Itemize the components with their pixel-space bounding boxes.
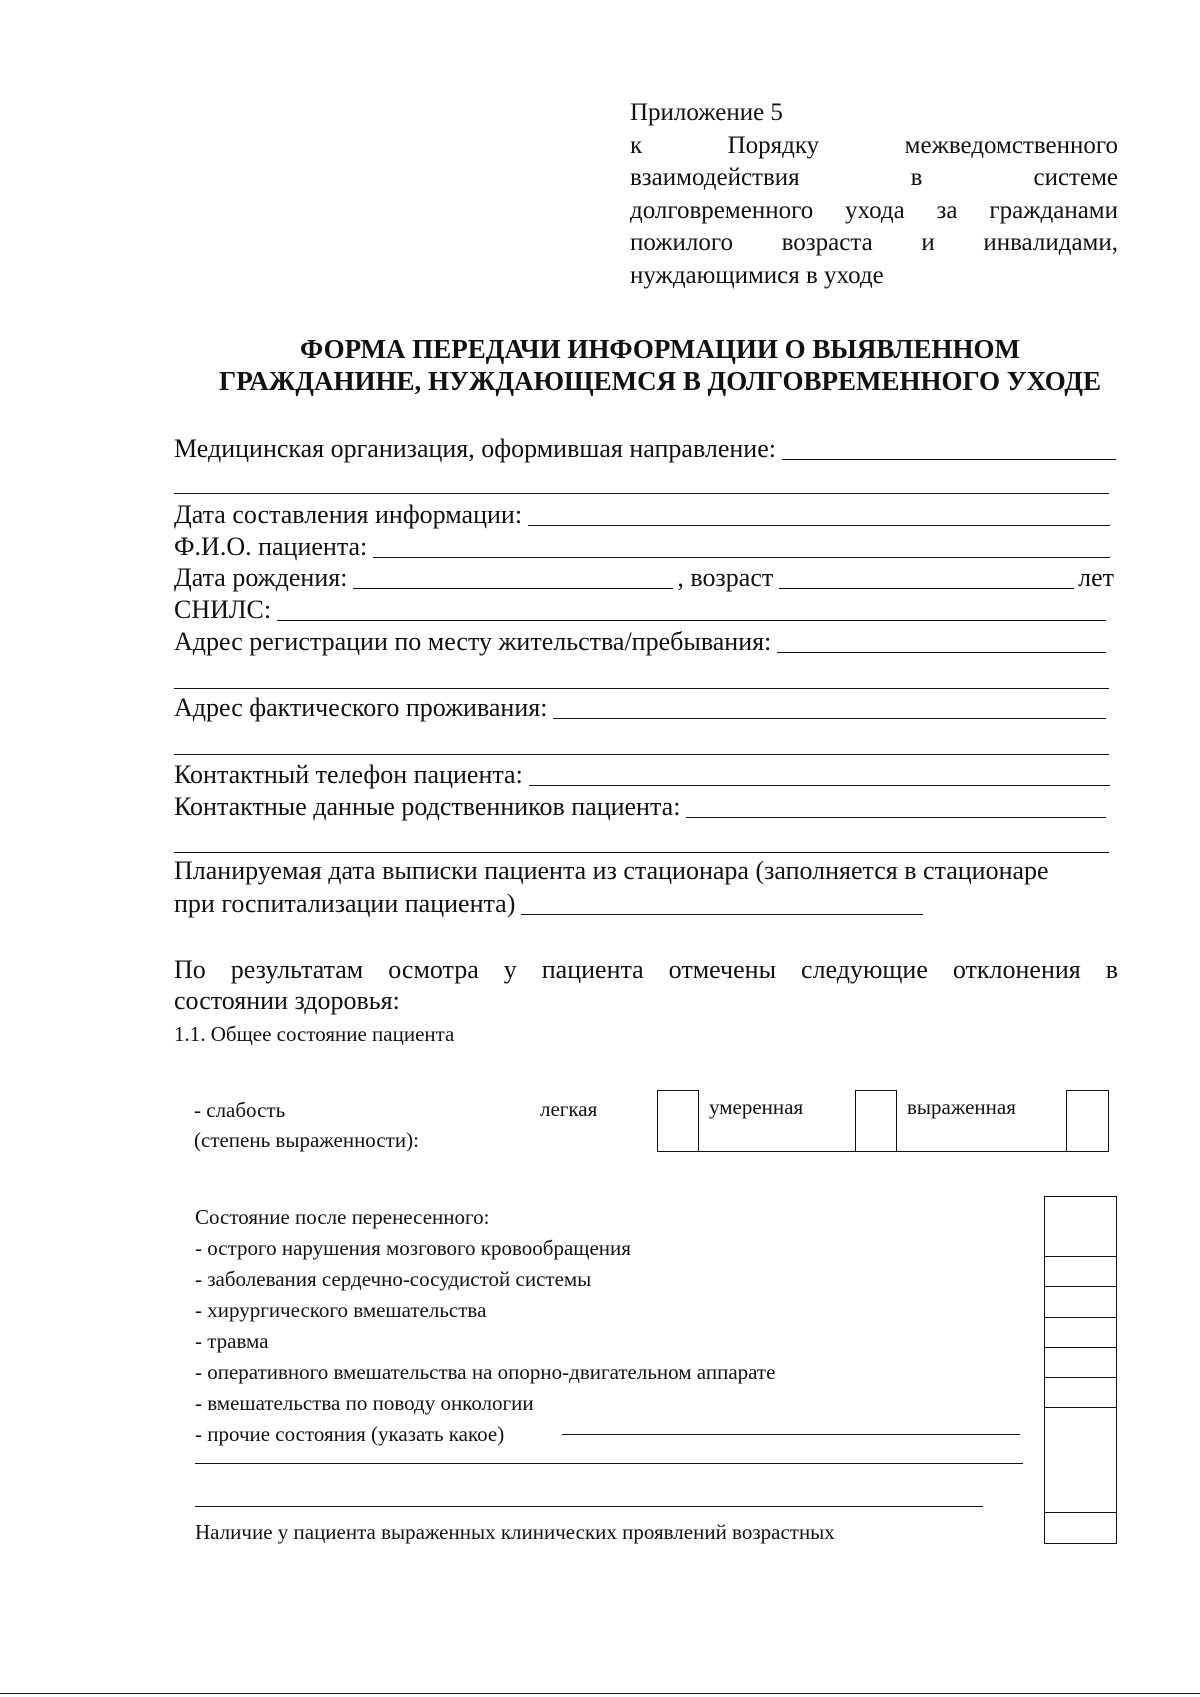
date-compiled-label: Дата составления информации: xyxy=(174,500,523,529)
condition-item: - прочие состояния (указать какое) xyxy=(195,1422,505,1446)
patient-name-row xyxy=(174,532,1114,562)
condition-item: - хирургического вмешательства xyxy=(195,1298,487,1322)
appendix-line: взаимодействия в системе xyxy=(630,164,1118,191)
appendix-block xyxy=(630,97,1118,292)
weakness-label-sub: (степень выраженности): xyxy=(194,1128,419,1152)
conditions-heading: Состояние после перенесенного: xyxy=(195,1205,490,1229)
clinical-manifestations-label: Наличие у пациента выраженных клинических проявлений возрастных xyxy=(195,1520,835,1544)
appendix-line: долговременного ухода за гражданами xyxy=(630,196,1118,224)
checkbox-divider xyxy=(1045,1347,1116,1348)
title-line: ГРАЖДАНИНЕ, НУЖДАЮЩЕМСЯ В ДОЛГОВРЕМЕННОГО УХОДЕ xyxy=(219,366,1101,396)
med-org-label: Медицинская организация, оформившая направление: xyxy=(174,434,776,463)
appendix-line: пожилого возраста и инвалидами, xyxy=(630,229,1118,256)
exam-intro-line: По результатам осмотра у пациента отмечены следующие отклонения в xyxy=(174,955,1118,984)
weakness-option-label: легкая xyxy=(540,1097,598,1121)
checkbox-divider xyxy=(1045,1377,1116,1378)
other-condition-field-continued[interactable] xyxy=(195,1506,983,1507)
other-condition-field-continued[interactable] xyxy=(195,1463,1023,1464)
other-condition-field[interactable] xyxy=(562,1434,1020,1435)
snils-label: СНИЛС: xyxy=(174,595,272,624)
birth-date-field[interactable] xyxy=(353,566,673,589)
patient-name-field[interactable] xyxy=(373,535,1110,558)
exam-intro-line: состоянии здоровья: xyxy=(174,986,400,1015)
appendix-line: нуждающимися в уходе xyxy=(630,261,884,289)
checkbox-divider xyxy=(1045,1317,1116,1318)
condition-item: - вмешательства по поводу онкологии xyxy=(195,1391,534,1415)
conditions-checkbox-column xyxy=(1044,1196,1117,1544)
snils-field[interactable] xyxy=(277,598,1106,621)
phone-label: Контактный телефон пациента: xyxy=(174,760,523,789)
patient-name-label: Ф.И.О. пациента: xyxy=(174,532,368,561)
appendix-line: Приложение 5 xyxy=(630,99,783,126)
snils-row xyxy=(174,595,1110,625)
page-bottom-edge xyxy=(0,1693,1200,1694)
checkbox-divider xyxy=(1045,1407,1116,1408)
weakness-moderate-checkbox[interactable] xyxy=(855,1090,897,1152)
form-title xyxy=(100,333,1200,397)
conditions-list xyxy=(195,1202,775,1450)
relatives-label: Контактные данные родственников пациента: xyxy=(174,792,681,821)
discharge-label-continued: при госпитализации пациента) xyxy=(174,889,516,918)
relatives-field[interactable] xyxy=(686,795,1106,818)
age-field[interactable] xyxy=(779,566,1074,589)
condition-item: - оперативного вмешательства на опорно-двигательном аппарате xyxy=(195,1360,776,1384)
weakness-severe-checkbox[interactable] xyxy=(1066,1090,1109,1152)
actual-address-row xyxy=(174,693,1110,723)
relatives-row xyxy=(174,792,1110,822)
condition-item: - заболевания сердечно-сосудистой системы xyxy=(195,1267,592,1291)
relatives-field-continued[interactable] xyxy=(174,852,1109,853)
date-compiled-field[interactable] xyxy=(528,503,1110,526)
title-line: ФОРМА ПЕРЕДАЧИ ИНФОРМАЦИИ О ВЫЯВЛЕННОМ xyxy=(300,334,1020,364)
condition-item: - острого нарушения мозгового кровообращения xyxy=(195,1236,631,1260)
weakness-label: - слабость xyxy=(194,1098,286,1122)
discharge-label: Планируемая дата выписки пациента из стационара (заполняется в стационаре xyxy=(174,856,1049,885)
checkbox-divider xyxy=(1045,1286,1116,1287)
phone-field[interactable] xyxy=(529,763,1110,786)
birth-date-label: Дата рождения: xyxy=(174,563,348,592)
checkbox-divider xyxy=(1045,1256,1116,1257)
checkbox-divider xyxy=(1045,1512,1116,1513)
reg-address-row xyxy=(174,627,1110,657)
weakness-option-label: умеренная xyxy=(709,1095,804,1119)
reg-address-label: Адрес регистрации по месту жительства/пребывания: xyxy=(174,627,772,656)
weakness-option-label: выраженная xyxy=(907,1095,1016,1119)
appendix-line: к Порядку межведомственного xyxy=(630,131,1118,159)
weakness-mild-checkbox[interactable] xyxy=(657,1090,699,1152)
actual-address-field-continued[interactable] xyxy=(174,754,1109,755)
date-compiled-row xyxy=(174,500,1114,530)
age-unit-label: лет xyxy=(1078,563,1114,592)
condition-item: - травма xyxy=(195,1329,269,1353)
discharge-row-1 xyxy=(174,856,1134,886)
med-org-field-continued[interactable] xyxy=(174,493,1109,494)
discharge-date-field[interactable] xyxy=(521,892,923,915)
actual-address-label: Адрес фактического проживания: xyxy=(174,693,548,722)
med-org-row xyxy=(174,434,1120,464)
reg-address-field[interactable] xyxy=(777,630,1106,653)
actual-address-field[interactable] xyxy=(553,696,1106,719)
med-org-field[interactable] xyxy=(782,437,1116,460)
age-label: , возраст xyxy=(677,563,774,592)
birth-date-row xyxy=(174,563,1114,593)
phone-row xyxy=(174,760,1114,790)
section-heading: 1.1. Общее состояние пациента xyxy=(174,1022,455,1046)
discharge-row-2 xyxy=(174,889,927,919)
exam-intro xyxy=(174,954,1118,1016)
reg-address-field-continued[interactable] xyxy=(174,688,1109,689)
